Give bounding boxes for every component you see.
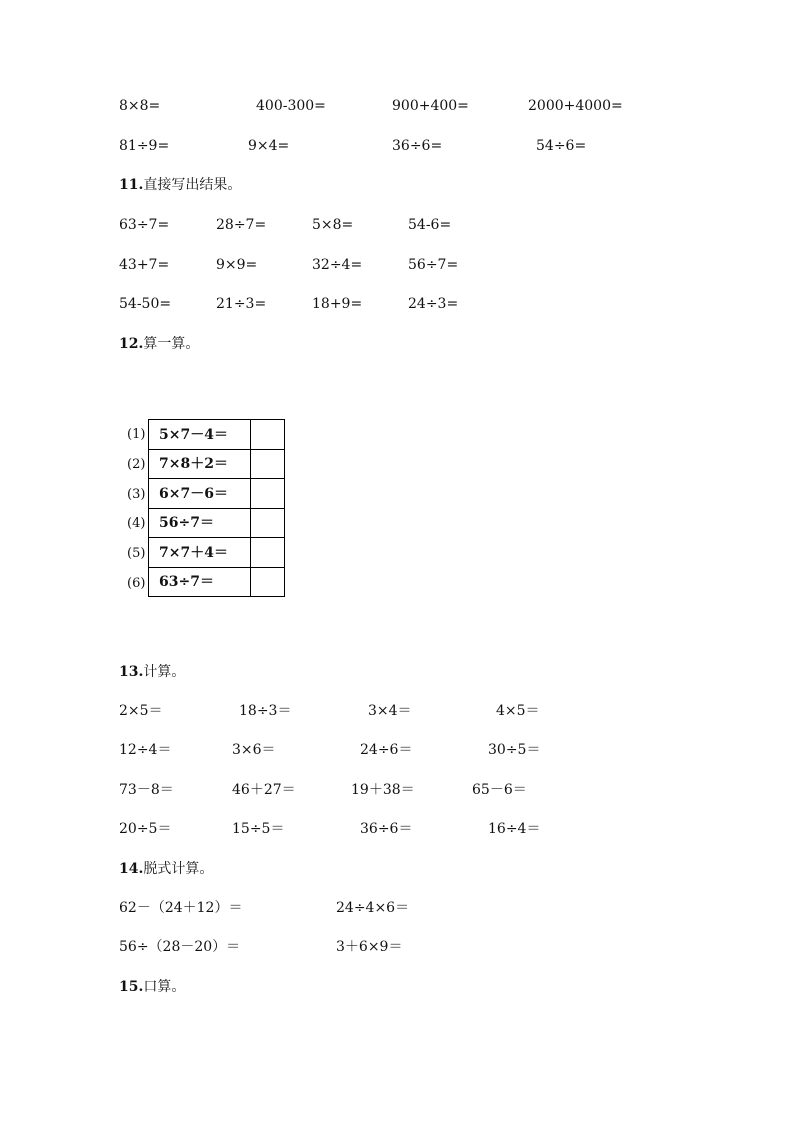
answer-box[interactable] (250, 508, 284, 537)
equation: 62－（24＋12）＝ (119, 900, 243, 916)
answer-box[interactable] (250, 449, 284, 478)
expression: 7×7＋4＝ (159, 545, 228, 561)
question-number: 12. (119, 336, 144, 352)
equation: 400-300= (256, 98, 326, 114)
table-row (149, 508, 284, 538)
equation: 2×5＝ (119, 703, 163, 719)
item-label: (3) (127, 487, 146, 502)
equation: 3×4＝ (368, 703, 412, 719)
question-13-heading (119, 663, 185, 681)
equation: 18+9= (312, 296, 363, 312)
equation: 3＋6×9＝ (336, 939, 403, 955)
question-title: 脱式计算。 (143, 861, 214, 877)
table-row (149, 420, 284, 450)
question-number: 11. (119, 177, 144, 193)
table-row (149, 567, 284, 597)
equation: 19＋38＝ (351, 782, 415, 798)
equation: 12÷4＝ (119, 742, 172, 758)
expression: 56÷7＝ (159, 515, 214, 531)
expression: 6×7－6＝ (159, 486, 228, 502)
equation: 900+400= (392, 98, 469, 114)
equation: 73－8＝ (119, 782, 174, 798)
equation: 2000+4000= (528, 98, 623, 114)
equation: 24÷3= (408, 296, 459, 312)
equation: 54-50= (119, 296, 172, 312)
table-row (149, 479, 284, 509)
answer-box[interactable] (250, 420, 284, 449)
expression: 7×8＋2＝ (159, 456, 228, 472)
equation: 18÷3＝ (239, 703, 292, 719)
question-title: 直接写出结果。 (143, 177, 242, 193)
equation: 28÷7= (216, 217, 267, 233)
equation: 54÷6= (536, 138, 587, 154)
question-14-heading (119, 860, 213, 878)
equation: 46＋27＝ (232, 782, 296, 798)
equation: 9×4= (248, 138, 290, 154)
equation: 54-6= (408, 217, 452, 233)
question-11-heading (119, 176, 241, 194)
question-12-heading (119, 335, 199, 353)
question-number: 14. (119, 861, 144, 877)
question-title: 计算。 (143, 664, 186, 680)
answer-box[interactable] (250, 538, 284, 567)
expression: 63÷7＝ (159, 574, 214, 590)
equation: 36÷6= (392, 138, 443, 154)
equation: 5×8= (312, 217, 354, 233)
equation: 56÷（28－20）＝ (119, 939, 241, 955)
equation: 43+7= (119, 257, 170, 273)
expression: 5×7－4＝ (159, 427, 228, 443)
equation: 3×6＝ (232, 742, 276, 758)
equation: 63÷7= (119, 217, 170, 233)
equation: 8×8= (119, 98, 161, 114)
item-label: (4) (127, 516, 146, 531)
answer-box[interactable] (250, 567, 284, 596)
equation: 32÷4= (312, 257, 363, 273)
table-row (149, 538, 284, 568)
equation: 24÷6＝ (360, 742, 413, 758)
item-label: (5) (127, 546, 146, 561)
question-15-heading (119, 978, 185, 996)
equation: 21÷3= (216, 296, 267, 312)
equation: 30÷5＝ (488, 742, 541, 758)
equation: 24÷4×6＝ (336, 900, 410, 916)
answer-box[interactable] (250, 479, 284, 508)
calculation-table (148, 419, 285, 597)
equation: 15÷5＝ (232, 821, 285, 837)
equation: 9×9= (216, 257, 258, 273)
equation: 20÷5＝ (119, 821, 172, 837)
equation: 16÷4＝ (488, 821, 541, 837)
item-label: (6) (127, 576, 146, 591)
equation: 36÷6＝ (360, 821, 413, 837)
equation: 56÷7= (408, 257, 459, 273)
equation: 81÷9= (119, 138, 170, 154)
question-title: 算一算。 (143, 336, 200, 352)
equation: 65－6＝ (472, 782, 527, 798)
question-number: 15. (119, 979, 144, 995)
table-row (149, 449, 284, 479)
question-title: 口算。 (143, 979, 186, 995)
item-label: (1) (127, 427, 146, 442)
item-label: (2) (127, 457, 146, 472)
equation: 4×5＝ (496, 703, 540, 719)
question-number: 13. (119, 664, 144, 680)
